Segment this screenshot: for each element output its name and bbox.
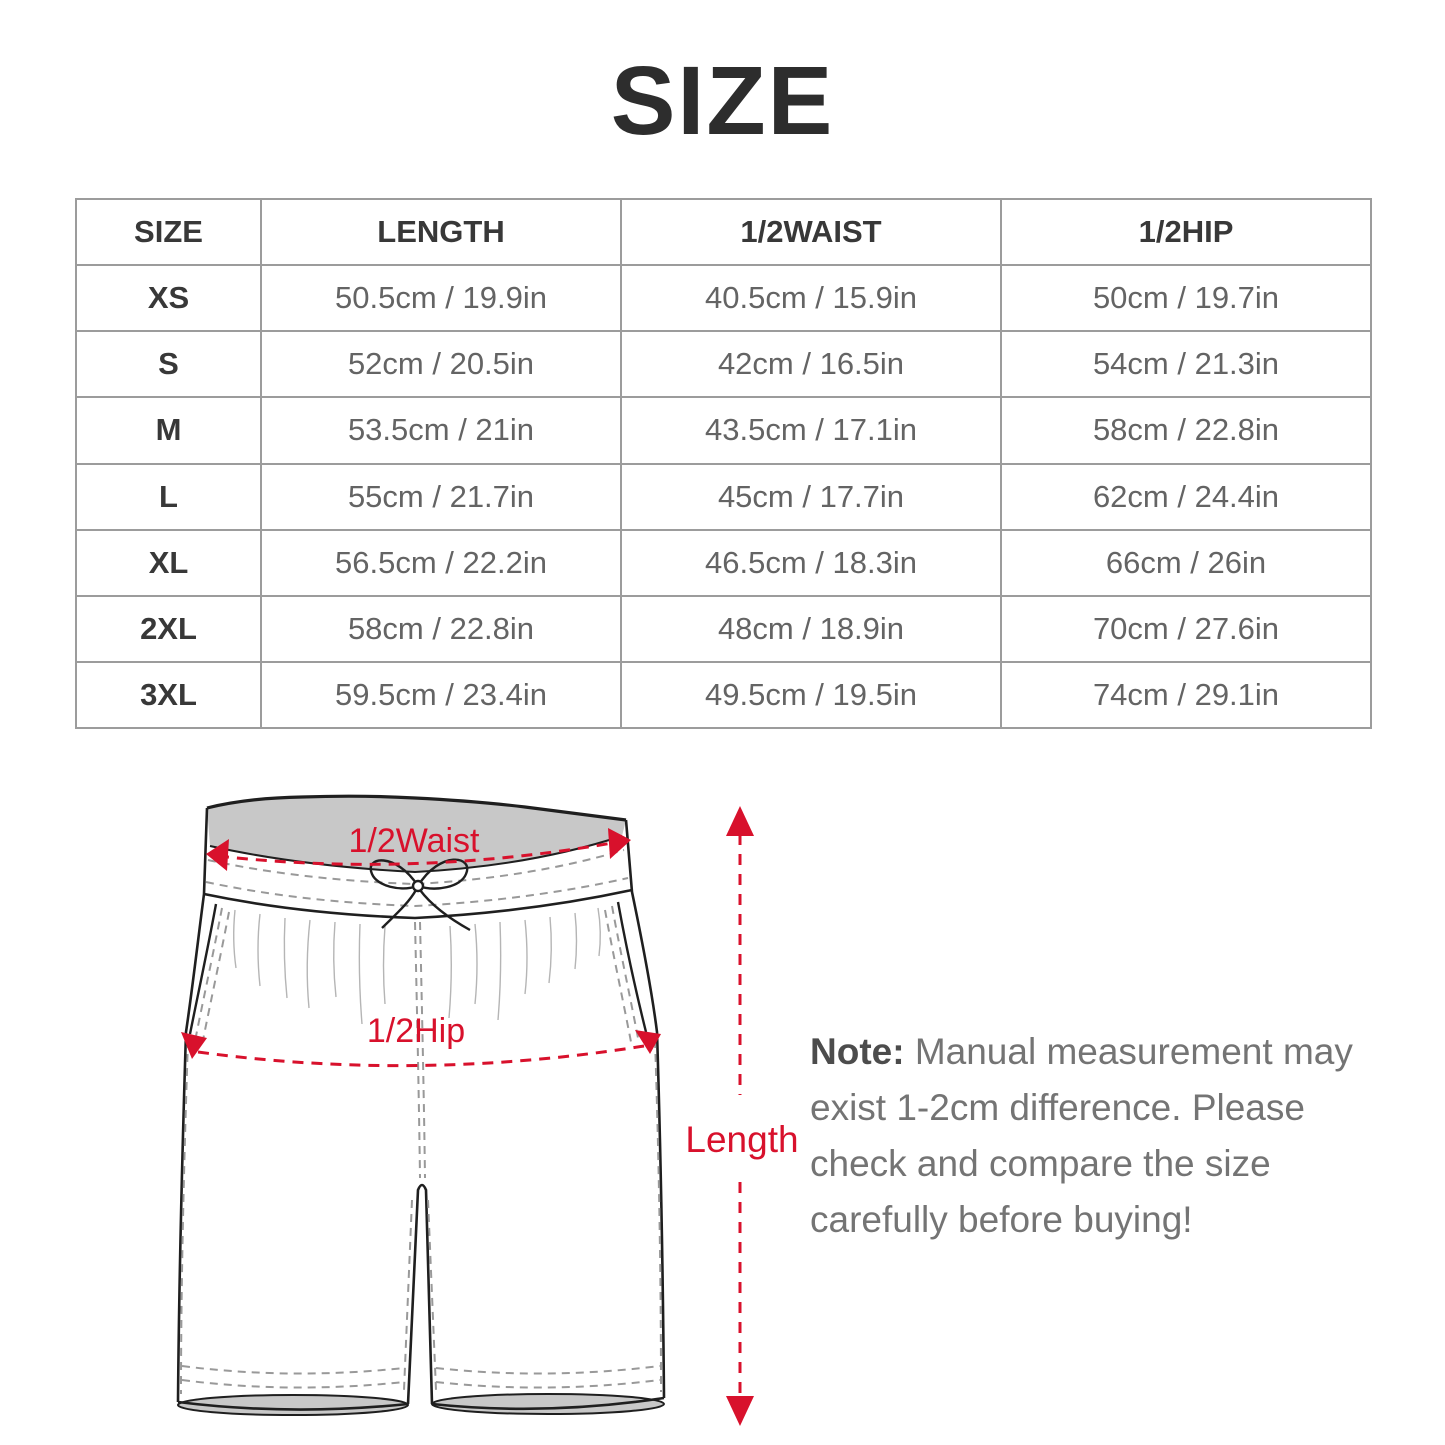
- column-header-length: LENGTH: [261, 199, 621, 265]
- length-measure-line: [685, 806, 798, 1426]
- table-row: [76, 596, 1371, 662]
- table-cell-size: S: [76, 331, 261, 397]
- size-table: [75, 198, 1372, 729]
- note-line: carefully before buying!: [810, 1199, 1193, 1240]
- table-cell-half-hip: 50cm / 19.7in: [1001, 265, 1371, 331]
- hip-label: 1/2Hip: [366, 1012, 466, 1050]
- table-cell-half-waist: 48cm / 18.9in: [621, 596, 1001, 662]
- table-cell-length: 53.5cm / 21in: [261, 397, 621, 463]
- note-bold-prefix: Note:: [810, 1031, 905, 1072]
- table-row: [76, 530, 1371, 596]
- table-row: [76, 464, 1371, 530]
- table-cell-half-waist: 42cm / 16.5in: [621, 331, 1001, 397]
- table-cell-half-hip: 66cm / 26in: [1001, 530, 1371, 596]
- arrow-down-icon: [726, 1396, 754, 1426]
- column-header-half-hip: 1/2HIP: [1001, 199, 1371, 265]
- table-cell-length: 59.5cm / 23.4in: [261, 662, 621, 728]
- table-cell-size: L: [76, 464, 261, 530]
- table-cell-half-hip: 74cm / 29.1in: [1001, 662, 1371, 728]
- table-cell-half-waist: 49.5cm / 19.5in: [621, 662, 1001, 728]
- shorts-diagram: [150, 780, 810, 1440]
- table-cell-half-waist: 40.5cm / 15.9in: [621, 265, 1001, 331]
- table-cell-half-hip: 70cm / 27.6in: [1001, 596, 1371, 662]
- measurement-overlay: [181, 806, 799, 1426]
- note-text: [810, 1024, 1370, 1248]
- table-cell-size: XL: [76, 530, 261, 596]
- table-cell-half-hip: 58cm / 22.8in: [1001, 397, 1371, 463]
- table-cell-size: XS: [76, 265, 261, 331]
- note-line: check and compare the size: [810, 1143, 1271, 1184]
- table-cell-length: 50.5cm / 19.9in: [261, 265, 621, 331]
- table-row: [76, 397, 1371, 463]
- table-header-row: [76, 199, 1371, 265]
- table-cell-half-waist: 45cm / 17.7in: [621, 464, 1001, 530]
- table-cell-size: 2XL: [76, 596, 261, 662]
- note-line: exist 1-2cm difference. Please: [810, 1087, 1305, 1128]
- table-row: [76, 662, 1371, 728]
- table-cell-half-waist: 43.5cm / 17.1in: [621, 397, 1001, 463]
- table-cell-size: 3XL: [76, 662, 261, 728]
- waist-label: 1/2Waist: [348, 822, 480, 860]
- page-title: SIZE: [610, 46, 835, 155]
- table-row: [76, 331, 1371, 397]
- column-header-size: SIZE: [76, 199, 261, 265]
- table-cell-half-hip: 62cm / 24.4in: [1001, 464, 1371, 530]
- table-cell-length: 52cm / 20.5in: [261, 331, 621, 397]
- arrow-up-icon: [726, 806, 754, 836]
- column-header-half-waist: 1/2WAIST: [621, 199, 1001, 265]
- table-row: [76, 265, 1371, 331]
- table-cell-length: 56.5cm / 22.2in: [261, 530, 621, 596]
- table-cell-half-hip: 54cm / 21.3in: [1001, 331, 1371, 397]
- shorts-stitching: [181, 906, 661, 1394]
- table-cell-size: M: [76, 397, 261, 463]
- note-line: Note: Manual measurement may: [810, 1031, 1353, 1072]
- hip-measure-line: [181, 1012, 661, 1066]
- table-cell-length: 58cm / 22.8in: [261, 596, 621, 662]
- table-cell-half-waist: 46.5cm / 18.3in: [621, 530, 1001, 596]
- table-cell-length: 55cm / 21.7in: [261, 464, 621, 530]
- length-label: Length: [685, 1119, 799, 1160]
